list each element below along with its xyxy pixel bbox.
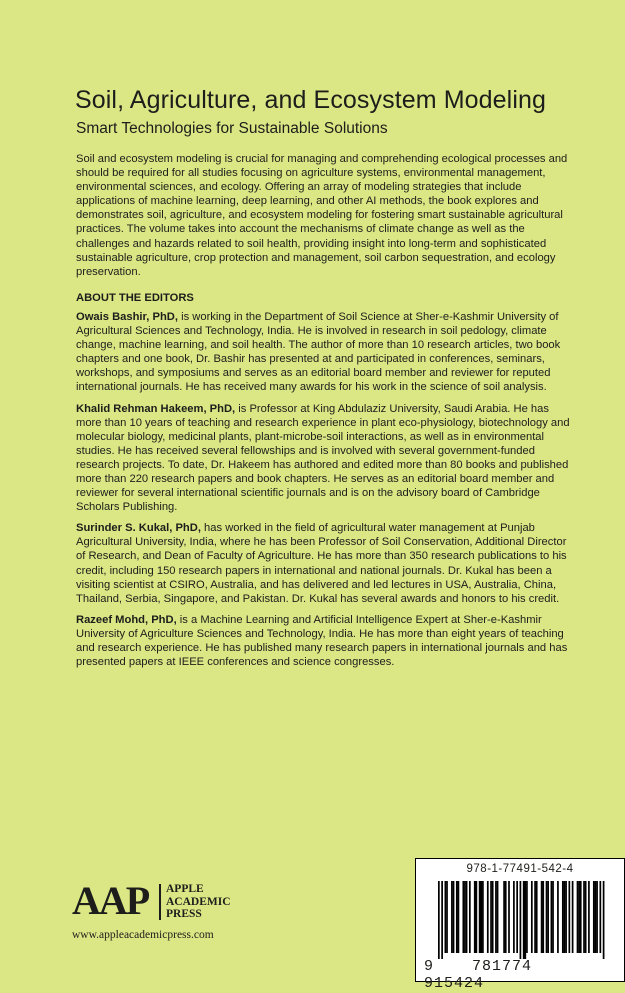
editor-bio: [76, 613, 576, 669]
barcode-bar: [523, 881, 525, 959]
editor-bio: [76, 521, 576, 606]
barcode-bar: [541, 881, 543, 953]
editor-bio-text: is working in the Department of Soil Science at Sher-e-Kashmir University of Agricultural Sciences and Technology, India. He is involved in research in soil pedology, climate change, machine learning, and soil health. The author of more than 10 research articles, two book chapters and one book, Dr. Bashir has presented at and participated in conferences, seminars, workshops, and symposiums and serves as an editorial board member and reviewer for reputed international journals. He has received many awards for his work in the science of soil analysis.: [76, 310, 561, 394]
barcode-bar: [476, 881, 478, 953]
barcode-bar: [564, 881, 566, 953]
barcode-bar: [526, 881, 528, 953]
ean-first-digit: 9: [424, 958, 435, 975]
barcode-bar: [585, 881, 587, 953]
barcode-bar: [479, 881, 481, 953]
barcode-bar: [565, 881, 567, 953]
barcode-bar: [557, 881, 559, 953]
barcode-bar: [464, 881, 466, 953]
barcode-bar: [547, 881, 549, 953]
barcode-bars: [438, 881, 606, 959]
barcode-bar: [508, 881, 510, 953]
barcode-bar: [453, 881, 455, 953]
barcode-bar: [458, 881, 460, 953]
barcode-bar: [441, 881, 443, 959]
book-title: Soil, Agriculture, and Ecosystem Modeling: [75, 86, 546, 114]
barcode-bar: [451, 881, 453, 953]
ean-right-group: 915424: [424, 975, 485, 992]
editors-list: [76, 310, 576, 669]
barcode-bar: [497, 881, 499, 953]
barcode-bar: [603, 881, 605, 959]
ean-digits: [424, 958, 616, 992]
isbn-number: 978-1-77491-542-4: [466, 863, 574, 875]
barcode-bar: [572, 881, 574, 953]
barcode-bar: [474, 881, 476, 953]
back-cover-text: [76, 152, 576, 676]
logo-divider: [159, 884, 161, 920]
barcode-bar: [492, 881, 494, 953]
barcode-bar: [551, 881, 553, 953]
editors-heading: ABOUT THE EDITORS: [76, 291, 194, 304]
publisher-logo: [72, 880, 242, 925]
barcode-bar: [445, 881, 447, 953]
barcode-bar: [578, 881, 580, 953]
editor-bio: [76, 402, 576, 515]
book-description: Soil and ecosystem modeling is crucial for managing and comprehending ecological processes and should be required for all studies focusing on agriculture systems, environmental management, environmental sciences, and ecology. Offering an array of modeling strategies that include applications of machine learning, deep learning, and other AI methods, the book explores and demonstrates soil, agriculture, and ecosystem modeling for fostering smart sustainable agricultural practices. The volume takes into account the mechanisms of climate change as well as the challenges and hazards related to soil health, providing insight into long-term and sophisticated sustainable agriculture, crop protection and management, soil carbon sequestration, and ecology preservation.: [76, 153, 568, 278]
barcode-bar: [462, 881, 464, 953]
aap-logo-mark: AAP: [72, 878, 149, 923]
editor-name: Khalid Rehman Hakeem, PhD,: [76, 402, 236, 415]
barcode-bar: [516, 881, 518, 953]
isbn-barcode: [415, 858, 625, 992]
editor-bio-text: has worked in the field of agricultural water management at Punjab Agricultural University, India, where he has been Professor of Soil Conservation, Additional Director of Research, and Dean of Faculty of Agriculture. He has more than 350 research publications to his credit, including 150 research papers in international and national journals. Dr. Kukal has been a visiting scientist at CSIRO, Australia, and has delivered and led lectures in USA, Australia, China, Thailand, Serbia, Singapore, and Pakistan. Dr. Kukal has several awards and honors to his credit.: [76, 522, 567, 605]
barcode-bar: [536, 881, 538, 953]
publisher-name-line: PRESS: [166, 908, 202, 920]
barcode-bar: [577, 881, 579, 953]
barcode-bar: [466, 881, 468, 953]
publisher-name-line: ACADEMIC: [166, 895, 231, 908]
barcode-bar: [524, 881, 526, 959]
barcode-bar: [490, 881, 492, 953]
barcode-bar: [456, 881, 458, 953]
publisher-name: [166, 883, 231, 921]
barcode-bar: [531, 881, 533, 953]
editor-name: Owais Bashir, PhD,: [76, 310, 178, 323]
editor-name: Razeef Mohd, PhD,: [76, 613, 177, 626]
barcode-bar: [482, 881, 484, 953]
editor-name: Surinder S. Kukal, PhD,: [76, 522, 201, 535]
barcode-bar: [520, 881, 522, 959]
barcode-bar: [552, 881, 554, 953]
barcode-bar: [487, 881, 489, 953]
barcode-bar: [595, 881, 597, 953]
barcode-bar: [513, 881, 515, 953]
barcode-bar: [546, 881, 548, 953]
editor-bio-text: is Professor at King Abdulaziz University, Saudi Arabia. He has more than 10 years of teaching and research experience in plant eco-physiology, biotechnology and molecular biology, medicinal plants, plant-microbe-soil interactions, as well as in environmental studies. He has received several fellowships and is involved with several government-funded research projects. To date, Dr. Hakeem has authored and edited more than 80 books and published more than 220 research papers and book chapters. He serves as an editorial board member and reviewer for several international scientific journals and is on the advisory board of Cambridge Scholars Publishing.: [76, 402, 570, 514]
editor-bio: [76, 310, 576, 395]
barcode-bar: [583, 881, 585, 953]
publisher-website: www.appleacademicpress.com: [72, 929, 214, 941]
barcode-bar: [562, 881, 564, 953]
editor-bio-text: is a Machine Learning and Artificial Intelligence Expert at Sher-e-Kashmir University of Agriculture Sciences and Technology, India. He has more than eight years of teaching and research experience. He has published many research papers in international journals and has presented papers at IEEE conferences and science congresses.: [76, 613, 568, 669]
barcode-bar: [534, 881, 536, 953]
book-subtitle: Smart Technologies for Sustainable Solutions: [76, 120, 388, 137]
barcode-bar: [542, 881, 544, 953]
barcode-bar: [503, 881, 505, 953]
barcode-bar: [588, 881, 590, 953]
barcode-bar: [568, 881, 570, 953]
barcode-bar: [446, 881, 448, 953]
ean-left-group: 781774: [472, 958, 533, 975]
publisher-name-line: APPLE: [166, 883, 204, 895]
barcode-bar: [580, 881, 582, 953]
barcode-bar: [505, 881, 507, 953]
barcode-bar: [599, 881, 601, 953]
barcode-bar: [469, 881, 471, 953]
barcode-bar: [593, 881, 595, 953]
barcode-bar: [438, 881, 440, 959]
barcode-bar: [480, 881, 482, 953]
barcode-bar: [495, 881, 497, 953]
barcode-bar: [596, 881, 598, 953]
